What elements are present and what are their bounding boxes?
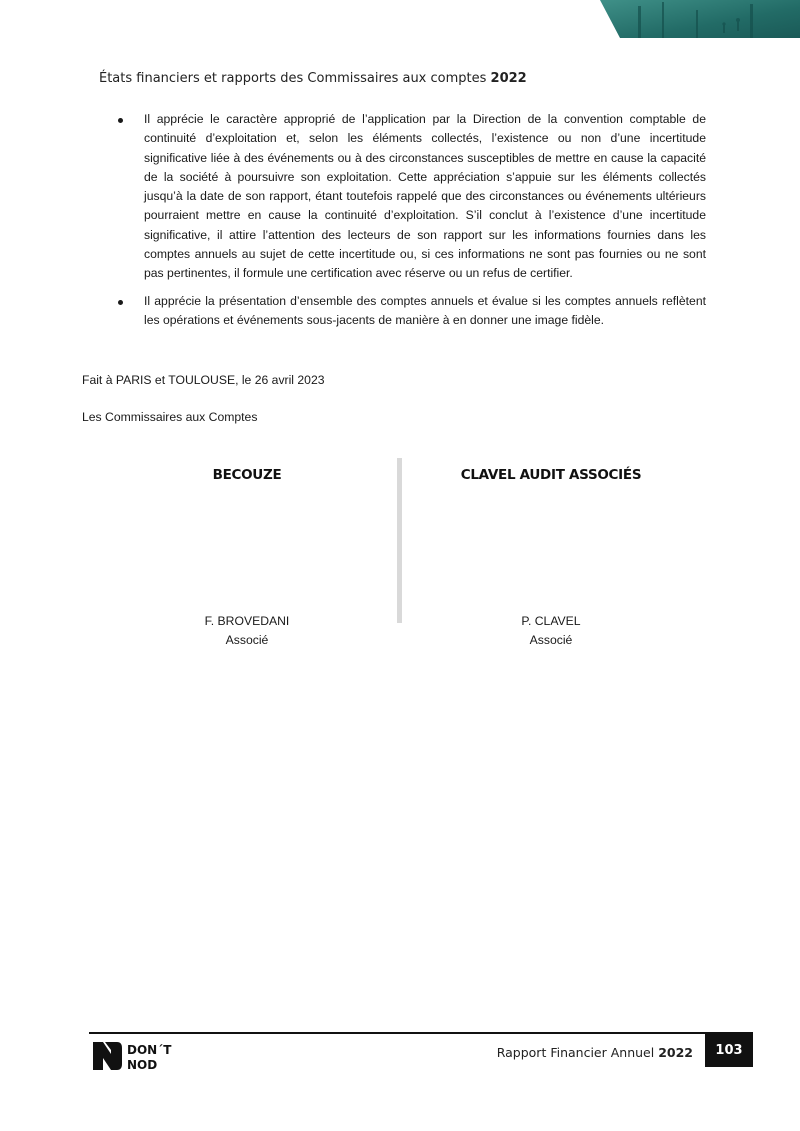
page-number-box [705, 1033, 753, 1067]
bullet-text: Il apprécie le caractère approprié de l’application par la Direction de la convention comptable de continuité d’exploitation et, selon les éléments collectés, l’existence ou non d’une incertitude significative liée à des événements ou à des circonstances susceptibles de mettre en cause la capacité de la société à poursuivre son exploitation. Cette appréciation s’appuie sur les éléments collectés jusqu’à la date de son rapport, étant toutefois rappelé que des circonstances ou événements ultérieurs pourraient mettre en cause la continuité d’exploitation. S’il conclut à l’existence d’une incertitude significative, il attire l’attention des lecteurs de son rapport sur les informations fournies dans les comptes annuels au sujet de cette incertitude ou, si ces informations ne sont pas fournies ou ne sont pas pertinentes, il formule une certification avec réserve ou un refus de certifier. [144, 112, 706, 281]
corner-header-image [600, 0, 800, 38]
firm-name-right: CLAVEL AUDIT ASSOCIÉS [460, 467, 642, 483]
place-date: Fait à PARIS et TOULOUSE, le 26 avril 2023 [82, 373, 325, 387]
page-number: 103 [715, 1042, 743, 1058]
signer-name: P. CLAVEL [521, 614, 581, 628]
bullet-text: Il apprécie la présentation d’ensemble des comptes annuels et évalue si les comptes annuels reflètent les opérations et événements sous-jacents de manière à en donner une image fidèle. [144, 293, 706, 327]
signer-right [451, 612, 651, 650]
header-year: 2022 [490, 71, 527, 86]
signer-role: Associé [225, 633, 269, 647]
signer-name: F. BROVEDANI [204, 614, 290, 628]
signer-left [147, 612, 347, 650]
page-header [99, 71, 527, 86]
bullet-list [118, 110, 706, 338]
footer-report-title [430, 1045, 693, 1060]
commissaires-label: Les Commissaires aux Comptes [82, 410, 258, 424]
bullet-dot-icon [118, 118, 123, 123]
signature-divider [397, 458, 402, 623]
list-item [118, 110, 706, 284]
report-year: 2022 [658, 1045, 693, 1060]
header-title: États financiers et rapports des Commissaires aux comptes [99, 71, 487, 86]
signer-role: Associé [529, 633, 573, 647]
report-title: Rapport Financier Annuel [496, 1045, 655, 1060]
logo-text-line2: NOD [127, 1058, 158, 1072]
list-item [118, 292, 706, 331]
bullet-dot-icon [118, 300, 123, 305]
dontnod-logo [91, 1040, 191, 1072]
firm-name-left: BECOUZE [212, 467, 282, 483]
logo-text-line1: DON´T [127, 1043, 172, 1057]
footer-rule [89, 1032, 753, 1034]
